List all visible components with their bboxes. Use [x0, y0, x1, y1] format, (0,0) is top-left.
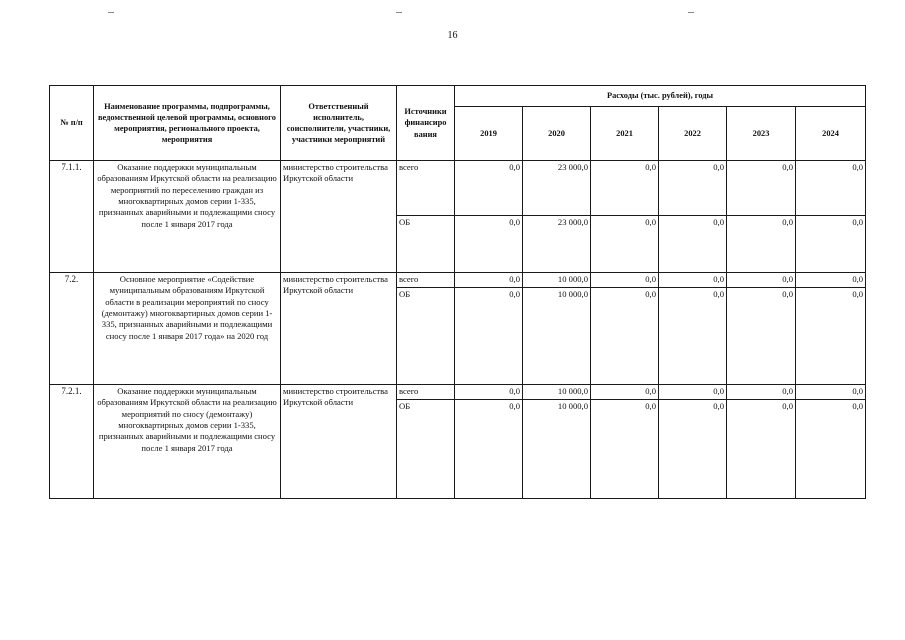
table-row [50, 161, 866, 216]
budget-table [49, 85, 866, 499]
row-number: 7.2.1. [50, 385, 94, 499]
value-cell: 0,0 [727, 161, 796, 216]
value-cell: 23 000,0 [523, 216, 591, 273]
source-label: ОБ [397, 216, 455, 273]
value-cell: 0,0 [455, 273, 523, 288]
source-label: всего [397, 385, 455, 400]
value-cell: 0,0 [455, 161, 523, 216]
value-cell: 0,0 [455, 216, 523, 273]
header-expenses: Расходы (тыс. рублей), годы [455, 86, 866, 107]
value-cell: 0,0 [659, 400, 727, 499]
value-cell: 0,0 [591, 161, 659, 216]
value-cell: 0,0 [796, 400, 866, 499]
value-cell: 0,0 [591, 400, 659, 499]
row-number: 7.1.1. [50, 161, 94, 273]
value-cell: 10 000,0 [523, 400, 591, 499]
row-responsible: министерство строительства Иркутской области [281, 385, 397, 499]
header-sources: Источники финансиро вания [397, 86, 455, 161]
row-name: Основное мероприятие «Содействие муниципальным образованиям Иркутской области в реализации мероприятий по сносу (демонтажу) многоквартирных домов серии 1-335, признанных аварийными и подлежащими сносу после 1 января 2017 года» на 2020 год [94, 273, 281, 385]
row-responsible: министерство строительства Иркутской области [281, 161, 397, 273]
value-cell: 0,0 [727, 400, 796, 499]
value-cell: 10 000,0 [523, 273, 591, 288]
table-row [50, 385, 866, 400]
value-cell: 0,0 [796, 288, 866, 385]
value-cell: 0,0 [796, 273, 866, 288]
value-cell: 0,0 [796, 385, 866, 400]
header-responsible: Ответственный исполнитель, соисполнители, участники, участники мероприятий [281, 86, 397, 161]
scan-mark [688, 12, 694, 13]
source-label: ОБ [397, 288, 455, 385]
value-cell: 0,0 [659, 161, 727, 216]
header-year: 2020 [523, 107, 591, 161]
value-cell: 0,0 [455, 288, 523, 385]
value-cell: 0,0 [455, 385, 523, 400]
table-row [50, 273, 866, 288]
source-label: всего [397, 273, 455, 288]
value-cell: 0,0 [727, 273, 796, 288]
value-cell: 0,0 [659, 288, 727, 385]
value-cell: 10 000,0 [523, 288, 591, 385]
value-cell: 0,0 [455, 400, 523, 499]
header-year: 2019 [455, 107, 523, 161]
header-year: 2023 [727, 107, 796, 161]
value-cell: 0,0 [659, 385, 727, 400]
header-year: 2024 [796, 107, 866, 161]
value-cell: 23 000,0 [523, 161, 591, 216]
value-cell: 0,0 [727, 288, 796, 385]
value-cell: 0,0 [727, 385, 796, 400]
value-cell: 0,0 [659, 273, 727, 288]
row-name: Оказание поддержки муниципальным образованиям Иркутской области на реализацию мероприятий по переселению граждан из многоквартирных домов серии 1-335, признанных аварийными и подлежащими сносу после 1 января 2017 года [94, 161, 281, 273]
value-cell: 0,0 [796, 216, 866, 273]
header-year: 2021 [591, 107, 659, 161]
value-cell: 0,0 [727, 216, 796, 273]
row-responsible: министерство строительства Иркутской области [281, 273, 397, 385]
row-name: Оказание поддержки муниципальным образованиям Иркутской области на реализацию мероприятий по сносу (демонтажу) многоквартирных домов серии 1-335, признанных аварийными и подлежащими сносу после 1 января 2017 года [94, 385, 281, 499]
header-name: Наименование программы, подпрограммы, ведомственной целевой программы, основного мероприятия, регионального проекта, мероприятия [94, 86, 281, 161]
value-cell: 10 000,0 [523, 385, 591, 400]
header-num: № п/п [50, 86, 94, 161]
value-cell: 0,0 [591, 273, 659, 288]
value-cell: 0,0 [796, 161, 866, 216]
value-cell: 0,0 [591, 385, 659, 400]
page-number: 16 [447, 30, 458, 41]
value-cell: 0,0 [591, 288, 659, 385]
scan-mark [108, 12, 114, 13]
value-cell: 0,0 [591, 216, 659, 273]
value-cell: 0,0 [659, 216, 727, 273]
source-label: всего [397, 161, 455, 216]
source-label: ОБ [397, 400, 455, 499]
header-year: 2022 [659, 107, 727, 161]
row-number: 7.2. [50, 273, 94, 385]
scan-mark [396, 12, 402, 13]
